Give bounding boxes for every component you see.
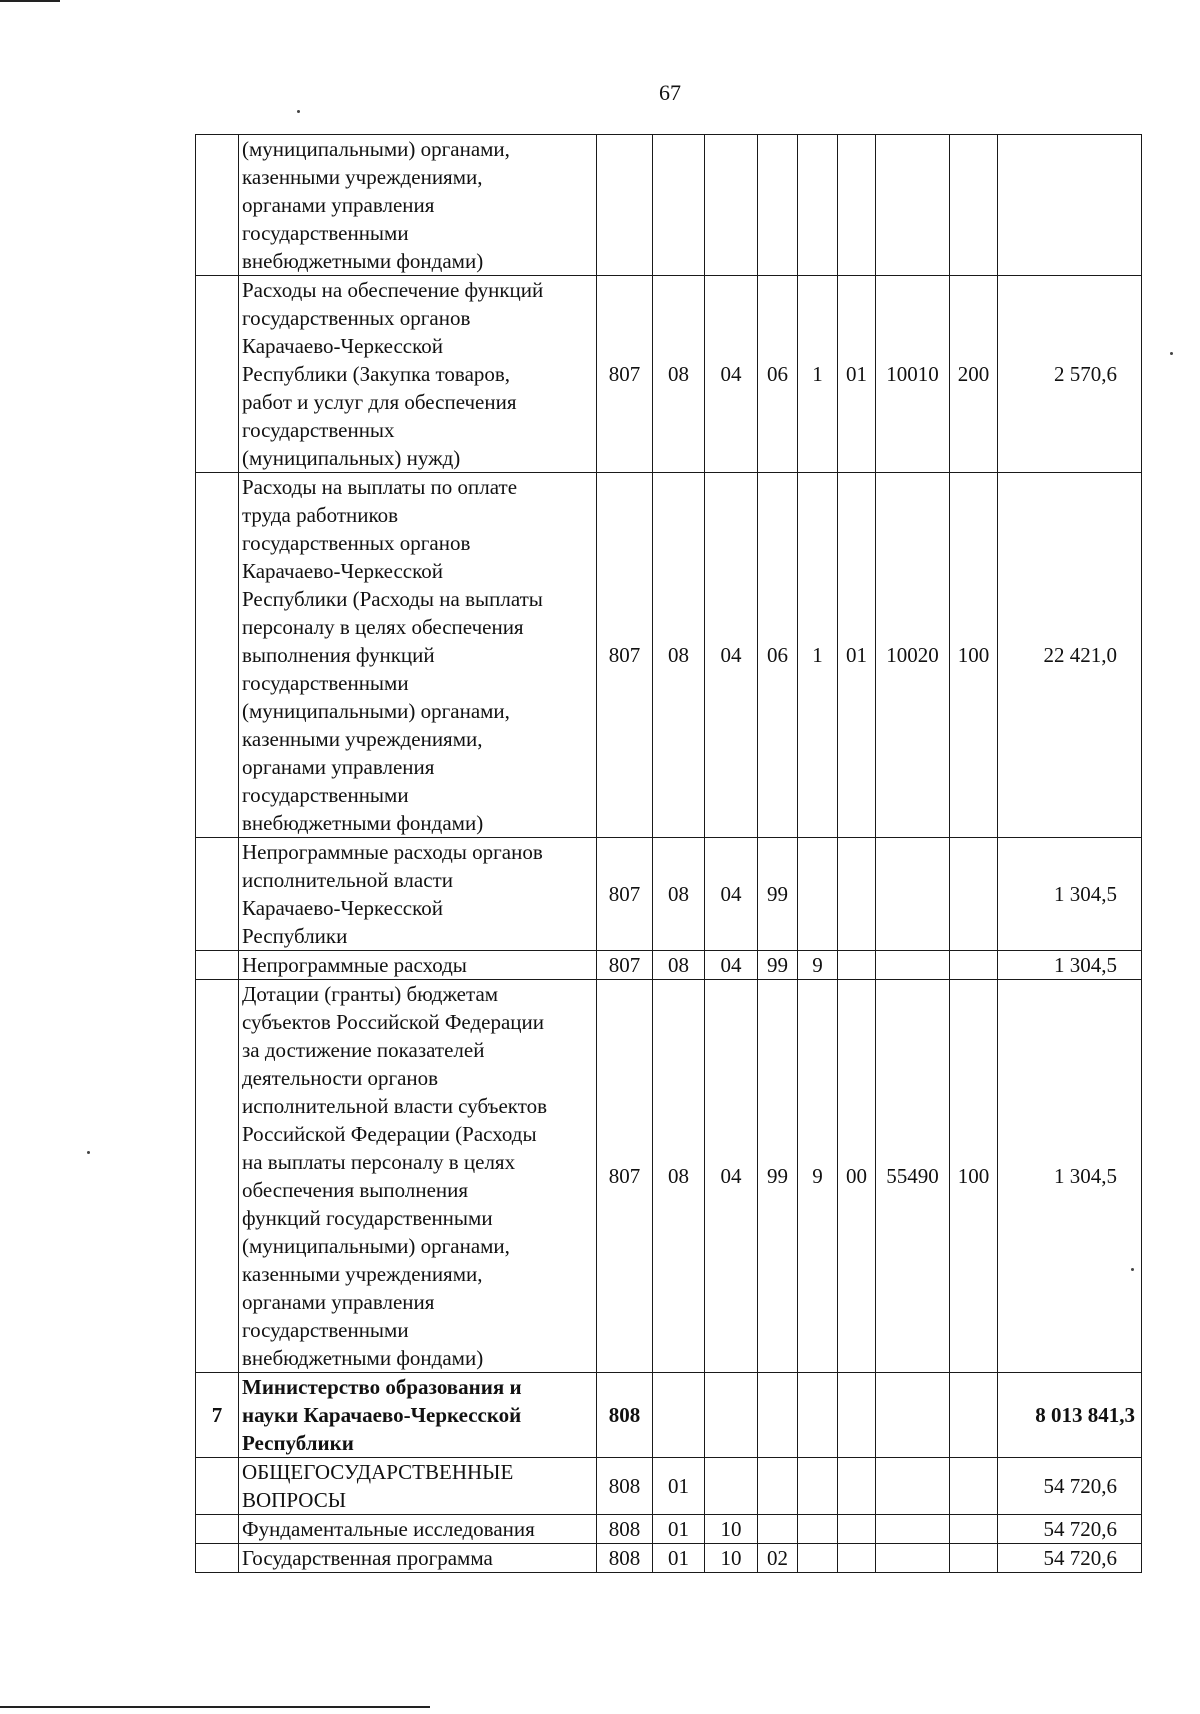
code-pr <box>705 1458 758 1515</box>
code-vr <box>950 1458 998 1515</box>
code-nr <box>876 1515 950 1544</box>
code-gp <box>758 1515 798 1544</box>
code-vr: 200 <box>950 276 998 473</box>
row-number <box>196 980 239 1373</box>
row-number <box>196 473 239 838</box>
code-nr <box>876 135 950 276</box>
row-name: Расходы на выплаты по оплате труда работников государственных органов Карачаево-Черкесской Республики (Расходы на выплаты персоналу в целях обеспечения выполнения функций государственными (муниципальными) органами, казенными учреждениями, органами управления государственными внебюджетными фондами) <box>239 473 597 838</box>
page-number: 67 <box>659 80 681 105</box>
code-pp: 9 <box>798 951 838 980</box>
scan-speck <box>1170 352 1173 355</box>
scan-edge-mark-bottom <box>0 1706 430 1708</box>
table-row <box>196 473 1142 838</box>
code-rz <box>653 135 705 276</box>
code-gp: 06 <box>758 276 798 473</box>
code-om <box>838 1458 876 1515</box>
scan-speck <box>1131 1268 1134 1271</box>
code-vr <box>950 1544 998 1573</box>
row-number <box>196 135 239 276</box>
code-pp <box>798 1544 838 1573</box>
code-pp: 1 <box>798 276 838 473</box>
code-nr: 10020 <box>876 473 950 838</box>
code-gp: 99 <box>758 980 798 1373</box>
code-nr: 10010 <box>876 276 950 473</box>
code-ved: 807 <box>597 473 653 838</box>
code-pp <box>798 135 838 276</box>
code-pr: 10 <box>705 1544 758 1573</box>
amount: 54 720,6 <box>998 1515 1142 1544</box>
table-row <box>196 980 1142 1373</box>
scan-speck <box>297 110 300 113</box>
code-vr: 100 <box>950 980 998 1373</box>
code-nr <box>876 1373 950 1458</box>
table-row <box>196 951 1142 980</box>
code-ved <box>597 135 653 276</box>
row-number <box>196 951 239 980</box>
amount: 2 570,6 <box>998 276 1142 473</box>
row-name: Расходы на обеспечение функций государственных органов Карачаево-Черкесской Республики (Закупка товаров, работ и услуг для обеспечения государственных (муниципальных) нужд) <box>239 276 597 473</box>
row-name: Непрограммные расходы органов исполнительной власти Карачаево-Черкесской Республики <box>239 838 597 951</box>
amount: 1 304,5 <box>998 951 1142 980</box>
code-gp: 06 <box>758 473 798 838</box>
code-pr: 04 <box>705 276 758 473</box>
table-row <box>196 1515 1142 1544</box>
table-row <box>196 276 1142 473</box>
code-gp <box>758 1373 798 1458</box>
row-name: Непрограммные расходы <box>239 951 597 980</box>
code-gp: 02 <box>758 1544 798 1573</box>
amount: 1 304,5 <box>998 980 1142 1373</box>
row-name: ОБЩЕГОСУДАРСТВЕННЫЕ ВОПРОСЫ <box>239 1458 597 1515</box>
amount: 1 304,5 <box>998 838 1142 951</box>
code-gp: 99 <box>758 951 798 980</box>
row-number <box>196 838 239 951</box>
code-pr: 04 <box>705 980 758 1373</box>
code-nr <box>876 951 950 980</box>
amount: 8 013 841,3 <box>998 1373 1142 1458</box>
code-pp <box>798 838 838 951</box>
code-pr: 10 <box>705 1515 758 1544</box>
code-vr <box>950 838 998 951</box>
code-om: 00 <box>838 980 876 1373</box>
code-pr: 04 <box>705 951 758 980</box>
code-pp <box>798 1458 838 1515</box>
table-body <box>196 135 1142 1573</box>
code-om: 01 <box>838 276 876 473</box>
table-row <box>196 1544 1142 1573</box>
code-nr <box>876 1544 950 1573</box>
table-row <box>196 838 1142 951</box>
code-gp: 99 <box>758 838 798 951</box>
code-pr: 04 <box>705 473 758 838</box>
row-number: 7 <box>196 1373 239 1458</box>
code-rz: 08 <box>653 951 705 980</box>
code-pr: 04 <box>705 838 758 951</box>
budget-table <box>195 134 1142 1573</box>
row-name: Фундаментальные исследования <box>239 1515 597 1544</box>
code-rz: 08 <box>653 838 705 951</box>
code-ved: 807 <box>597 951 653 980</box>
code-ved: 807 <box>597 980 653 1373</box>
table-row <box>196 1373 1142 1458</box>
code-rz: 08 <box>653 276 705 473</box>
code-vr: 100 <box>950 473 998 838</box>
code-gp <box>758 1458 798 1515</box>
code-rz: 08 <box>653 980 705 1373</box>
code-ved: 807 <box>597 838 653 951</box>
code-vr <box>950 1373 998 1458</box>
row-number <box>196 1515 239 1544</box>
code-om <box>838 1544 876 1573</box>
code-ved: 808 <box>597 1458 653 1515</box>
code-om <box>838 1373 876 1458</box>
amount: 54 720,6 <box>998 1458 1142 1515</box>
scan-speck <box>87 1151 90 1154</box>
code-vr <box>950 951 998 980</box>
code-om <box>838 838 876 951</box>
code-pr <box>705 1373 758 1458</box>
code-ved: 808 <box>597 1515 653 1544</box>
code-rz: 01 <box>653 1544 705 1573</box>
code-pp: 1 <box>798 473 838 838</box>
code-om <box>838 135 876 276</box>
table-row <box>196 1458 1142 1515</box>
code-om <box>838 1515 876 1544</box>
code-pr <box>705 135 758 276</box>
amount: 22 421,0 <box>998 473 1142 838</box>
table-row <box>196 135 1142 276</box>
code-ved: 808 <box>597 1373 653 1458</box>
code-ved: 807 <box>597 276 653 473</box>
row-name: (муниципальными) органами, казенными учреждениями, органами управления государственными внебюджетными фондами) <box>239 135 597 276</box>
code-om: 01 <box>838 473 876 838</box>
code-nr: 55490 <box>876 980 950 1373</box>
code-rz: 01 <box>653 1515 705 1544</box>
code-nr <box>876 1458 950 1515</box>
row-number <box>196 1544 239 1573</box>
code-rz <box>653 1373 705 1458</box>
amount <box>998 135 1142 276</box>
amount: 54 720,6 <box>998 1544 1142 1573</box>
row-name: Государственная программа <box>239 1544 597 1573</box>
code-rz: 08 <box>653 473 705 838</box>
row-number <box>196 1458 239 1515</box>
code-pp: 9 <box>798 980 838 1373</box>
row-number <box>196 276 239 473</box>
code-om <box>838 951 876 980</box>
row-name: Дотации (гранты) бюджетам субъектов Российской Федерации за достижение показателей деятельности органов исполнительной власти субъектов Российской Федерации (Расходы на выплаты персоналу в целях обеспечения выполнения функций государственными (муниципальными) органами, казенными учреждениями, органами управления государственными внебюджетными фондами) <box>239 980 597 1373</box>
code-gp <box>758 135 798 276</box>
code-pp <box>798 1515 838 1544</box>
code-vr <box>950 1515 998 1544</box>
code-rz: 01 <box>653 1458 705 1515</box>
code-pp <box>798 1373 838 1458</box>
code-vr <box>950 135 998 276</box>
code-nr <box>876 838 950 951</box>
code-ved: 808 <box>597 1544 653 1573</box>
scan-edge-mark-top <box>0 0 60 2</box>
row-name: Министерство образования и науки Карачаево-Черкесской Республики <box>239 1373 597 1458</box>
